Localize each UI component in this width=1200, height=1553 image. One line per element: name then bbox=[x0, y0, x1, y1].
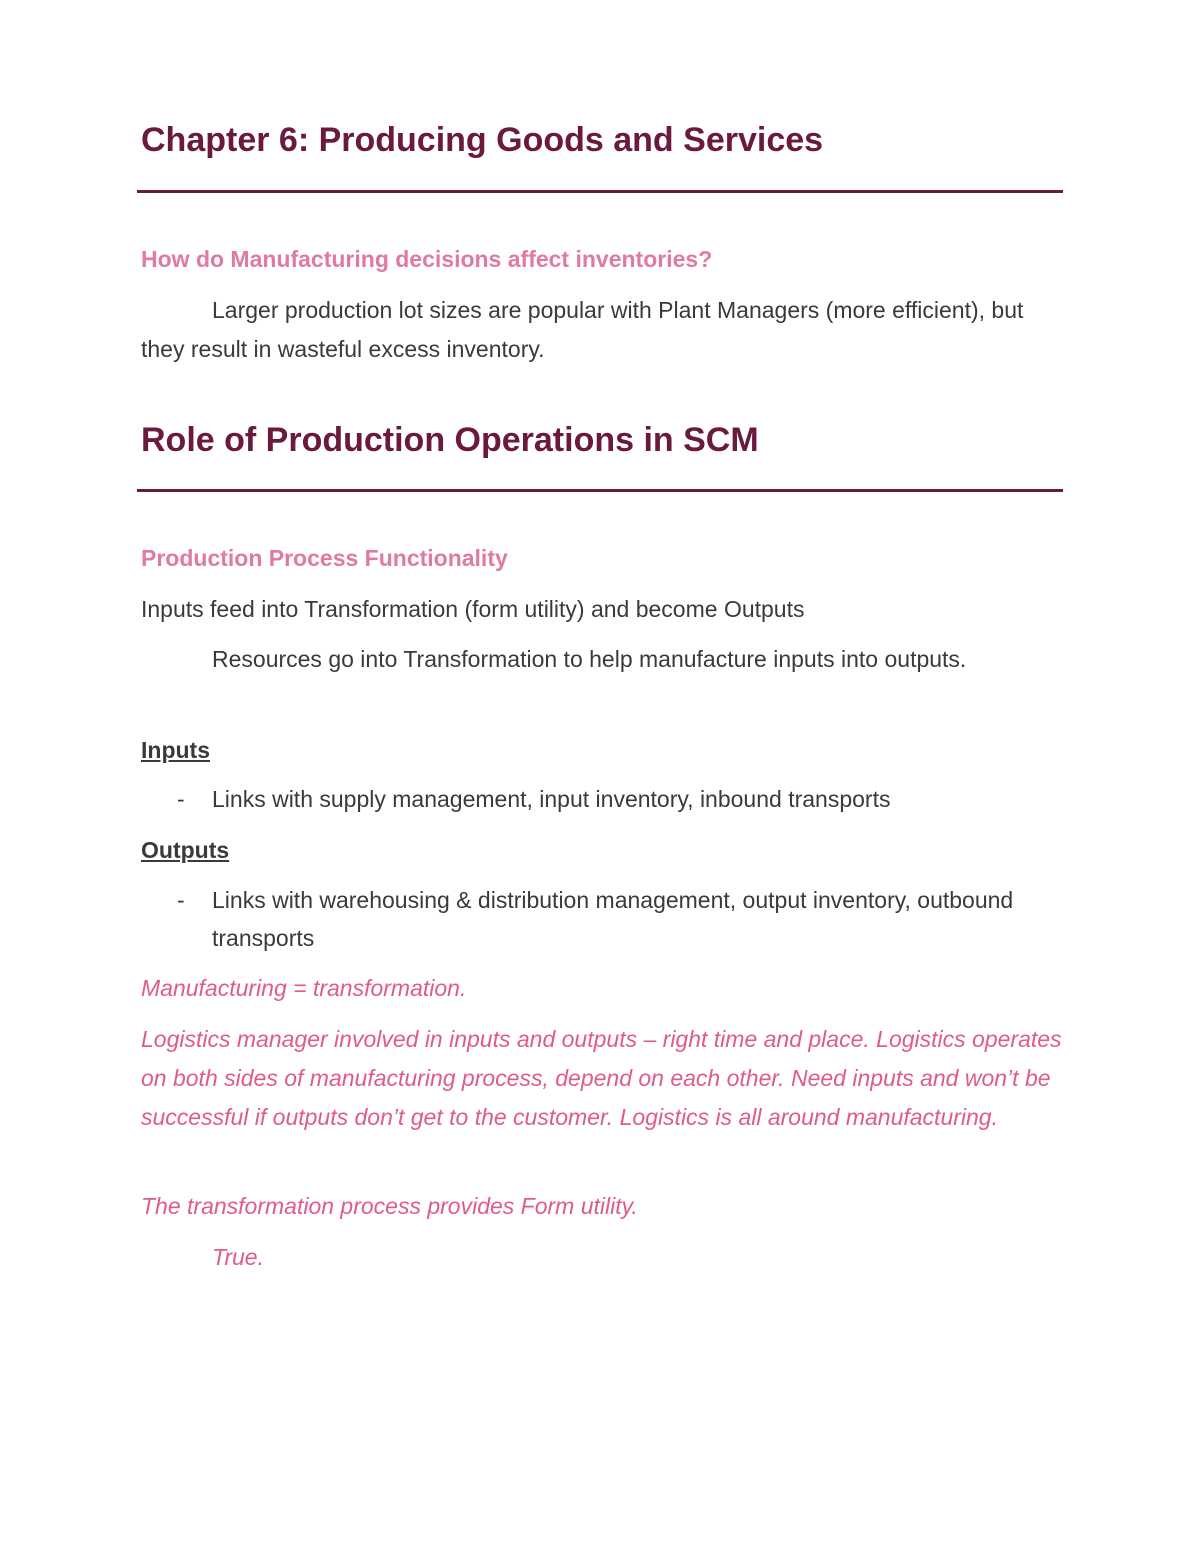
inputs-list-item bbox=[141, 780, 1063, 818]
bullet-dash: - bbox=[177, 786, 185, 812]
title-divider bbox=[137, 190, 1063, 193]
question-answer: Larger production lot sizes are popular with Plant Managers (more efficient), but they result in wasteful excess inventory. bbox=[141, 297, 1024, 362]
chapter-title: Chapter 6: Producing Goods and Services bbox=[141, 121, 824, 159]
inputs-item-text: Links with supply management, input inventory, inbound transports bbox=[212, 786, 891, 812]
process-heading: Production Process Functionality bbox=[141, 545, 508, 571]
section-divider bbox=[137, 489, 1063, 492]
logistics-note: Logistics manager involved in inputs and outputs – right time and place. Logistics operates on both sides of manufacturing process, depend on each other. Need inputs and won’t be successful if outputs don’t get to the customer. Logistics is all around manufacturing. bbox=[141, 1026, 1062, 1130]
process-intro: Inputs feed into Transformation (form utility) and become Outputs bbox=[141, 596, 805, 622]
resources-paragraph: Resources go into Transformation to help manufacture inputs into outputs. bbox=[212, 646, 967, 672]
manufacturing-note: Manufacturing = transformation. bbox=[141, 975, 467, 1001]
true-answer: True. bbox=[212, 1244, 264, 1270]
outputs-heading: Outputs bbox=[141, 837, 230, 863]
section-title: Role of Production Operations in SCM bbox=[141, 421, 759, 459]
outputs-item-text: Links with warehousing & distribution management, output inventory, outbound transports bbox=[212, 887, 1014, 951]
bullet-dash: - bbox=[177, 887, 185, 913]
form-utility-note: The transformation process provides Form utility. bbox=[141, 1193, 638, 1219]
outputs-list-item bbox=[141, 881, 1063, 957]
inputs-heading: Inputs bbox=[141, 737, 210, 763]
question-heading: How do Manufacturing decisions affect inventories? bbox=[141, 246, 713, 272]
